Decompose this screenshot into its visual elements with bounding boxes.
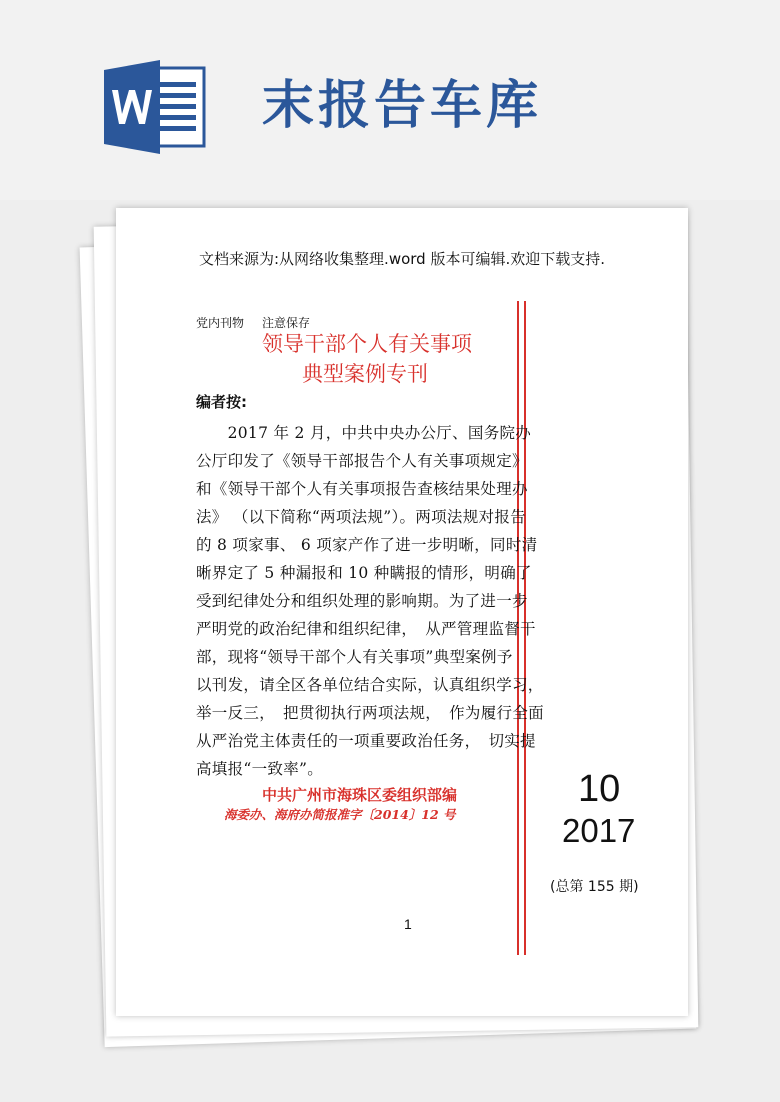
body-line: 高填报“一致率”。 <box>196 760 324 778</box>
body-line: 受到纪律处分和组织处理的影响期。为了进一步 <box>196 592 528 610</box>
body-line: 和《领导干部个人有关事项报告查核结果处理办 <box>196 480 528 498</box>
label-internal: 党内刊物 <box>196 316 245 330</box>
issue-total: (总第 155 期) <box>550 879 639 895</box>
source-note: 文档来源为:从网络收集整理.word 版本可编辑.欢迎下载支持. <box>199 250 605 268</box>
publisher-line: 中共广州市海珠区委组织部编 <box>262 786 458 804</box>
editor-note-label: 编者按: <box>196 393 247 411</box>
body-line: 晰界定了 5 种漏报和 10 种瞒报的情形，明确了 <box>196 564 532 582</box>
brand-title: 末报告车库 <box>262 76 543 136</box>
body-line: 严明党的政治纪律和组织纪律， 从严管理监督干 <box>196 620 536 638</box>
body-line: 从严治党主体责任的一项重要政治任务， 切实提 <box>196 732 536 750</box>
document-title-line-2: 典型案例专刊 <box>302 362 428 386</box>
issue-number: 10 <box>578 768 621 810</box>
page-number: 1 <box>404 916 412 932</box>
body-line: 部，现将“领导干部个人有关事项”典型案例予 <box>196 648 513 666</box>
body-line: 公厅印发了《领导干部报告个人有关事项规定》 <box>196 452 528 470</box>
issue-year: 2017 <box>562 812 636 849</box>
document-title-line-1: 领导干部个人有关事项 <box>262 332 472 356</box>
body-line: 的 8 项家事、 6 项家产作了进一步明晰，同时清 <box>196 536 538 554</box>
document-page <box>116 208 688 1016</box>
document-number: 海委办、海府办简报准字〔2014〕12 号 <box>224 807 456 822</box>
body-line: 法》 （以下简称“两项法规”）。两项法规对报告 <box>196 508 526 526</box>
body-line: 2017 年 2 月，中共中央办公厅、国务院办 <box>196 424 532 442</box>
label-keep: 注意保存 <box>262 316 311 330</box>
body-line: 以刊发，请全区各单位结合实际，认真组织学习， <box>196 676 544 694</box>
body-line: 举一反三， 把贯彻执行两项法规， 作为履行全面 <box>196 704 544 722</box>
word-logo-icon <box>104 60 208 154</box>
